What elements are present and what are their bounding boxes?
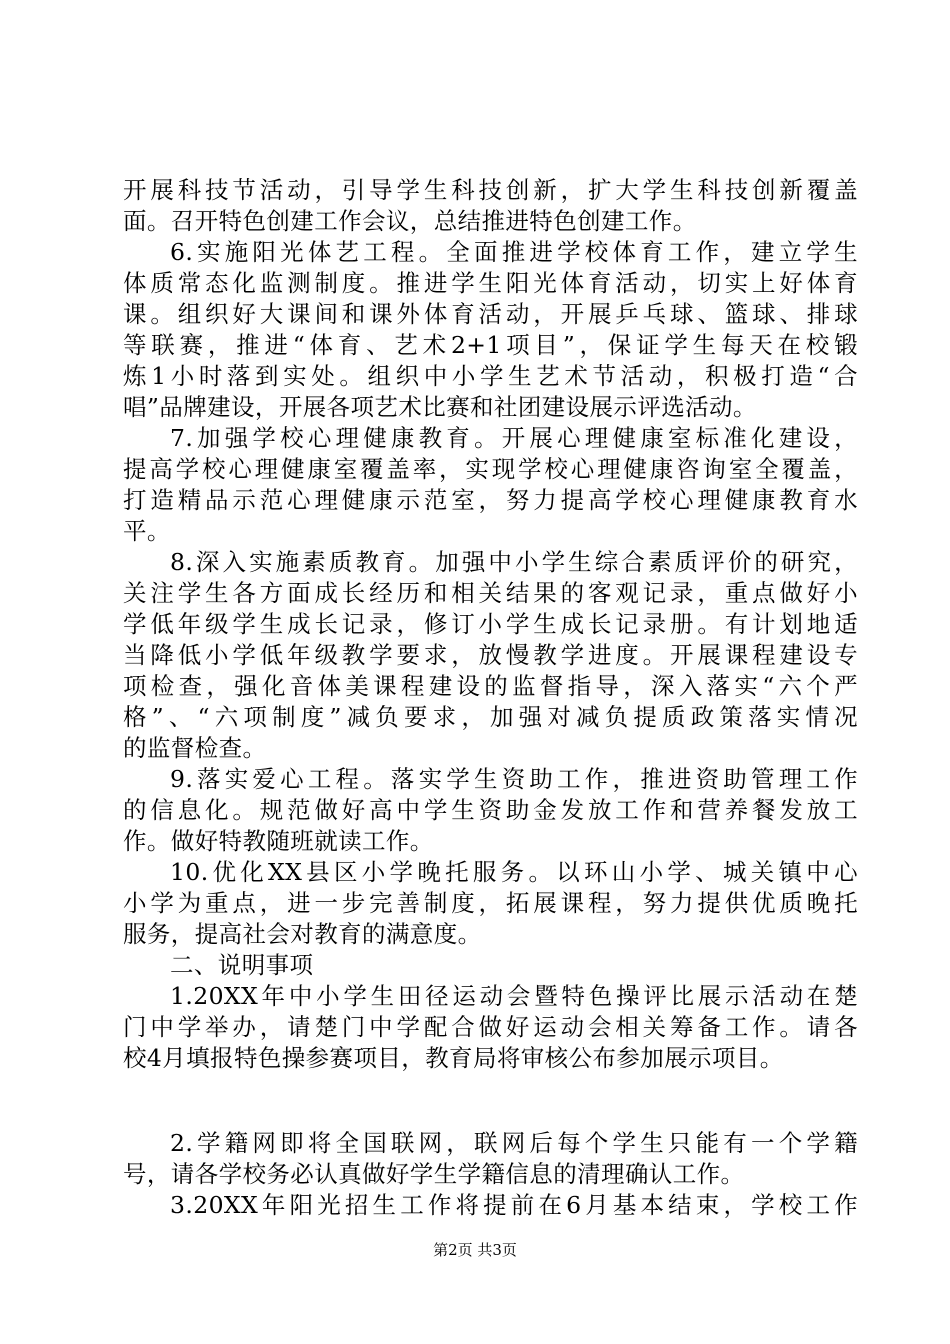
item-2-heading-line: 2.学籍网即将全国联网，联网后每个学生只能有一个学籍 xyxy=(170,1129,858,1157)
text-line: 面。召开特色创建工作会议，总结推进特色创建工作。 xyxy=(123,207,697,235)
text-line: 门中学举办，请楚门中学配合做好运动会相关筹备工作。请各 xyxy=(123,1013,858,1041)
item-1-heading-line: 1.20XX年中小学生田径运动会暨特色操评比展示活动在楚 xyxy=(170,982,858,1010)
text-line: 作。做好特教随班就读工作。 xyxy=(123,827,434,855)
text-line: 体质常态化监测制度。推进学生阳光体育活动，切实上好体育 xyxy=(123,269,858,297)
text-line: 开展科技节活动，引导学生科技创新，扩大学生科技创新覆盖 xyxy=(123,176,858,204)
text-line: 服务，提高社会对教育的满意度。 xyxy=(123,920,482,948)
text-line: 小学为重点，进一步完善制度，拓展课程，努力提供优质晚托 xyxy=(123,889,858,917)
text-line: 等联赛，推进“体育、艺术2+1项目”，保证学生每天在校锻 xyxy=(123,331,858,359)
text-line: 课。组织好大课间和课外体育活动，开展乒乓球、篮球、排球 xyxy=(123,300,858,328)
blank-spacer xyxy=(123,1074,858,1128)
paragraph-6-heading-line: 6.实施阳光体艺工程。全面推进学校体育工作，建立学生 xyxy=(170,238,858,266)
text-line: 号，请各学校务必认真做好学生学籍信息的清理确认工作。 xyxy=(123,1160,745,1188)
text-line: 学低年级学生成长记录，修订小学生成长记录册。有计划地适 xyxy=(123,610,858,638)
paragraph-9-heading-line: 9.落实爱心工程。落实学生资助工作，推进资助管理工作 xyxy=(170,765,858,793)
text-line: 打造精品示范心理健康示范室，努力提高学校心理健康教育水 xyxy=(123,486,858,514)
text-line: 项检查，强化音体美课程建设的监督指导，深入落实“六个严 xyxy=(123,672,858,700)
item-3-heading-line: 3.20XX年阳光招生工作将提前在6月基本结束，学校工作 xyxy=(170,1191,858,1219)
text-line: 当降低小学低年级教学要求，放慢教学进度。开展课程建设专 xyxy=(123,641,858,669)
text-line: 的信息化。规范做好高中学生资助金发放工作和营养餐发放工 xyxy=(123,796,858,824)
section-heading: 二、说明事项 xyxy=(170,951,314,979)
text-line: 炼1小时落到实处。组织中小学生艺术节活动，积极打造“合 xyxy=(123,362,858,390)
text-line: 关注学生各方面成长经历和相关结果的客观记录，重点做好小 xyxy=(123,579,858,607)
paragraph-10-heading-line: 10.优化XX县区小学晚托服务。以环山小学、城关镇中心 xyxy=(170,858,858,886)
paragraph-7-heading-line: 7.加强学校心理健康教育。开展心理健康室标准化建设， xyxy=(170,424,858,452)
document-body xyxy=(123,175,858,1221)
page-number-footer: 第2页 共3页 xyxy=(433,1241,517,1259)
text-line: 的监督检查。 xyxy=(123,734,267,762)
paragraph-8-heading-line: 8.深入实施素质教育。加强中小学生综合素质评价的研究， xyxy=(170,548,858,576)
text-line: 唱”品牌建设，开展各项艺术比赛和社团建设展示评选活动。 xyxy=(123,393,757,421)
text-line: 格”、“六项制度”减负要求，加强对减负提质政策落实情况 xyxy=(123,703,858,731)
text-line: 校4月填报特色操参赛项目，教育局将审核公布参加展示项目。 xyxy=(123,1044,784,1072)
text-line: 平。 xyxy=(123,517,171,545)
text-line: 提高学校心理健康室覆盖率，实现学校心理健康咨询室全覆盖， xyxy=(123,455,858,483)
